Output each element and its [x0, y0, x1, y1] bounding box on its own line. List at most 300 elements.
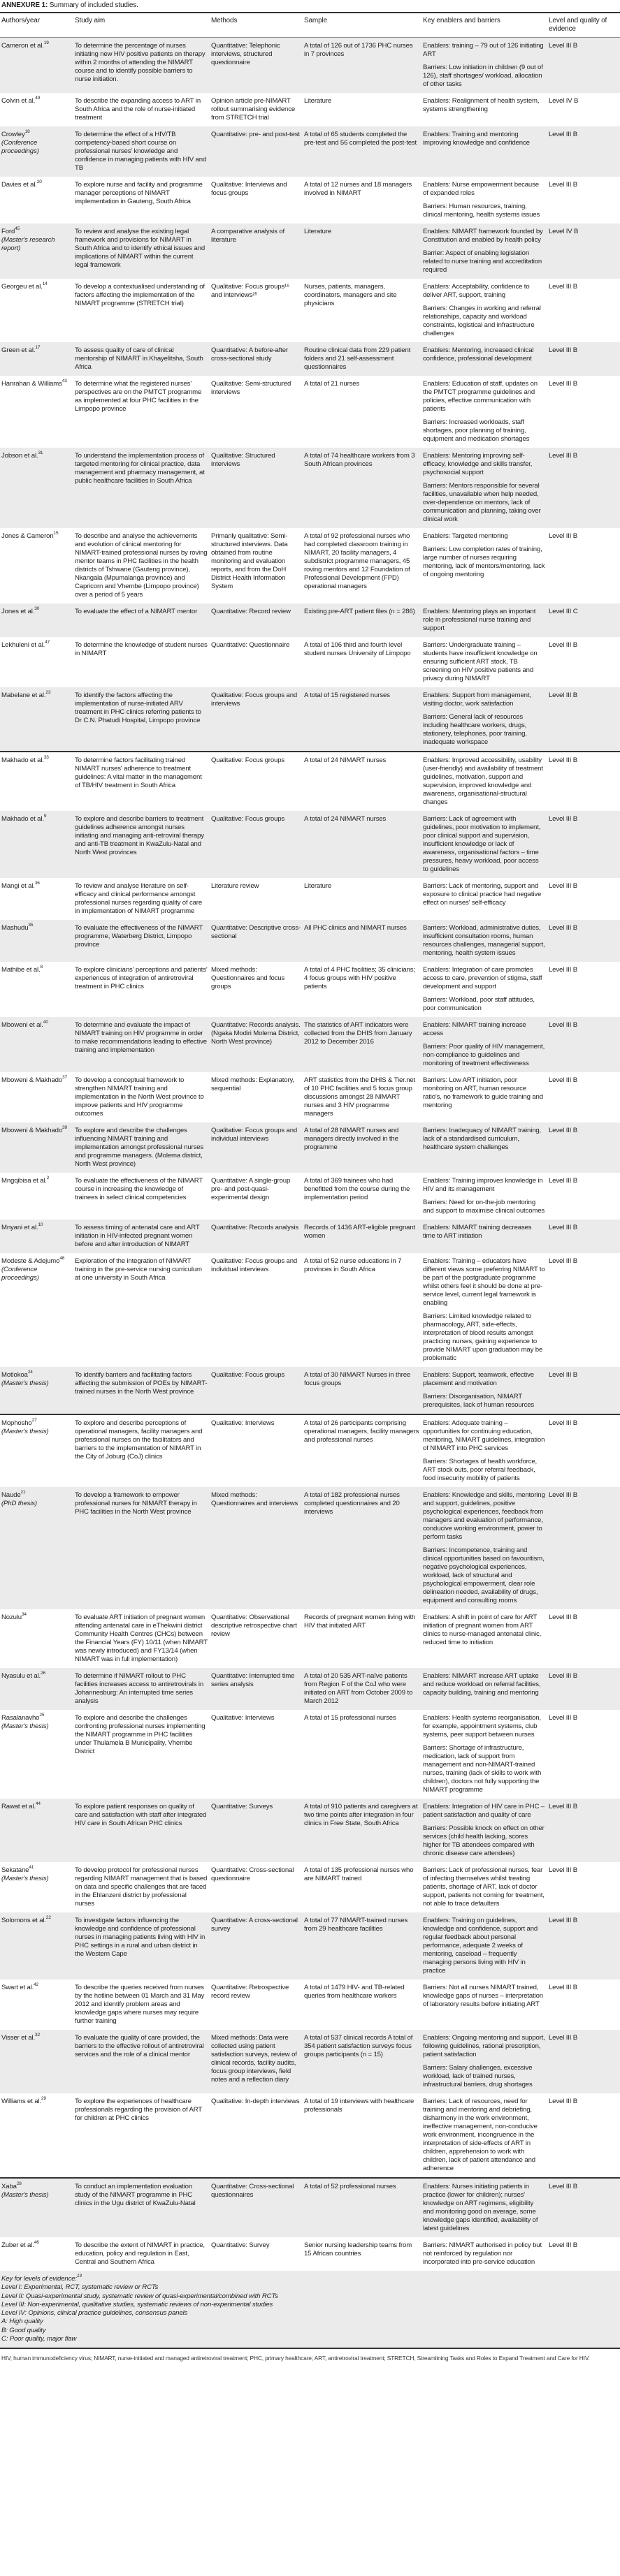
finding-paragraph: Barriers: Need for on-the-job mentoring and support to maximise clinical outcomes: [423, 1199, 545, 1215]
finding-paragraph: Barriers: Salary challenges, excessive workload, lack of trained nurses, infrastructural barriers, drug shortages: [423, 2064, 533, 2088]
sample-cell: A total of 537 clinical records A total of 354 patient satisfaction surveys focus groups participants (n = 15): [303, 2030, 421, 2093]
methods-cell: Quantitative: Interrupted time series analysis: [210, 1668, 303, 1710]
evidence-level-cell: Level III B: [549, 532, 578, 540]
header-row: [0, 13, 620, 38]
reference-number: 14: [42, 281, 48, 286]
reference-number: 2: [46, 1176, 50, 1180]
sample-cell: Literature: [304, 97, 332, 105]
study-aim-cell: To explore the experiences of healthcare professionals regarding the provision of ART for children at PHC clinics: [73, 2093, 210, 2178]
study-aim-cell: To determine factors facilitating trained NIMART nurses' adherence to treatment guidelines: A vital matter in the management of TB/HIV treatment in South Africa: [75, 756, 202, 789]
sample-cell: ART statistics from the DHIS & Tier.net of 10 PHC facilities and 5 focus group discussions amongst 28 NIMART nurses and 3 HIV programme managers: [304, 1076, 416, 1118]
evidence-level-cell: Level III B: [547, 342, 620, 376]
enablers-barriers-cell: [421, 1072, 547, 1122]
table-row: [0, 1173, 620, 1220]
table-row: [0, 1220, 620, 1253]
caption-text: Summary of included studies.: [49, 1, 138, 9]
author-cell: [0, 637, 73, 687]
author-name: Davies et al.: [1, 181, 37, 189]
study-aim-cell: Exploration of the integration of NIMART training in the pre-service nursing curriculum at one university in South Africa: [75, 1257, 202, 1282]
reference-number: 31: [38, 451, 43, 455]
reference-number: 49: [35, 96, 41, 101]
table-row: [0, 2237, 620, 2271]
enablers-barriers-cell: [421, 603, 547, 637]
publication-type-note: (Master's thesis): [1, 2191, 49, 2199]
sample-cell: A total of 24 NIMART nurses: [303, 811, 421, 878]
finding-paragraph: Barriers: Limited knowledge related to pharmacology, ART, side-effects, interpretation of blood results amongst practicing nurses, gaining experience to provide NIMART upon graduation may be problematic: [423, 1312, 543, 1362]
table-row: [0, 1072, 620, 1122]
reference-number: 37: [62, 1075, 67, 1080]
enablers-barriers-cell: [421, 93, 547, 126]
methods-cell: Quantitative: A cross-sectional survey: [210, 1912, 303, 1979]
enablers-barriers-cell: [421, 1220, 547, 1253]
evidence-level-cell: Level III B: [549, 966, 578, 974]
enablers-barriers-cell: [421, 1017, 547, 1072]
methods-cell: Quantitative: Observational descriptive retrospective chart review: [211, 1613, 297, 1638]
finding-paragraph: Enablers: Training and mentoring improving knowledge and confidence: [423, 131, 530, 147]
table-row: [0, 1253, 620, 1367]
author-cell: [0, 1668, 73, 1710]
finding-paragraph: Enablers: Knowledge and skills, mentoring and support, guidelines, positive psychological experiences, feedback from managers and evaluation of performance, conducive working environment, power to perform tasks: [423, 1491, 545, 1541]
author-name: Mophosho: [1, 1419, 32, 1427]
methods-cell: Quantitative: Record review: [210, 603, 303, 637]
finding-paragraph: Barriers: Shortage of infrastructure, medication, lack of support from management and non-NIMART-trained nurses, training (lack of skills to work with children), doctors not fully supporting the NIMART programme: [423, 1744, 542, 1794]
evidence-level-cell: Level III B: [549, 1177, 578, 1185]
methods-cell: Quantitative: Cross-sectional questionnaires: [210, 2178, 303, 2237]
finding-paragraph: Enablers: Health systems reorganisation, for example, appointment systems, club systems, peer support between nurses: [423, 1714, 541, 1739]
table-row: [0, 752, 620, 811]
sample-cell: A total of 52 nurse educations in 7 provinces in South Africa: [304, 1257, 402, 1273]
methods-cell: Mixed methods: Questionnaires and focus groups: [211, 966, 285, 990]
author-cell: [0, 1609, 73, 1668]
study-aim-cell: To assess timing of antenatal care and ART initiation in HIV-infected pregnant women before and after introduction of NIMART: [73, 1220, 210, 1253]
evidence-level-cell: Level III B: [547, 1017, 620, 1072]
author-cell: [0, 1367, 73, 1414]
methods-cell: Qualitative: In-depth interviews: [210, 2093, 303, 2178]
study-aim-cell: To describe the expanding access to ART in South Africa and the role of nurse-initiated treatment: [75, 97, 201, 122]
author-name: Swart et al.: [1, 1984, 34, 1991]
author-cell: [0, 1862, 73, 1912]
sample-cell: A total of 24 NIMART nurses: [304, 756, 387, 764]
table-row: [0, 93, 620, 126]
author-cell: [0, 1253, 73, 1367]
reference-number: 15: [53, 531, 59, 536]
finding-paragraph: Enablers: Education of staff, updates on the PMTCT programme guidelines and policies, effective communication with patients: [423, 380, 538, 413]
study-aim-cell: To describe the extent of NIMART in practice, education, policy and regulation in East, Central and Southern Africa: [75, 2241, 205, 2266]
studies-table: [0, 13, 620, 2349]
reference-number: 10: [38, 1222, 43, 1227]
author-cell: [0, 93, 73, 126]
author-cell: [0, 1173, 73, 1220]
finding-paragraph: Barriers: Shortages of health workforce, ART stock outs, poor referral feedback, food insecurity mobility of patients: [423, 1458, 538, 1482]
finding-paragraph: Enablers: Nurses initiating patients in practice (lower for children); nurses' knowledge on ART regimens, eligibility and monitoring good on average, some knowledge gaps identified, availability of latest guidelines: [423, 2183, 538, 2232]
author-name: Cameron et al.: [1, 42, 44, 50]
finding-paragraph: Barriers: Lack of resources, need for training and mentoring and debriefing, disharmony in the work environment, ineffective management, non-conducive work environment, incongruence in the interpretation of side-effects of ART in children, apprehension to work with children, lack of patient attendance and adherence: [423, 2098, 538, 2172]
table-row: [0, 603, 620, 637]
author-cell: [0, 811, 73, 878]
methods-cell: Quantitative: Records analysis. (Ngaka Modiri Molema District, North West province): [210, 1017, 303, 1072]
table-row: [0, 1668, 620, 1710]
enablers-barriers-cell: [421, 1367, 547, 1414]
enablers-barriers-cell: [421, 920, 547, 962]
methods-cell: Qualitative: Interviews: [211, 1419, 275, 1427]
methods-cell: Qualitative: Structured interviews: [210, 448, 303, 528]
enablers-barriers-cell: [421, 2237, 547, 2271]
author-cell: [0, 1979, 73, 2030]
author-cell: [0, 1799, 73, 1862]
methods-cell: Quantitative: Retrospective record review: [211, 1984, 289, 2000]
table-row: [0, 637, 620, 687]
finding-paragraph: Enablers: NIMART increase ART uptake and reduce workload on referral facilities, capacity building, training and mentoring: [423, 1672, 541, 1697]
methods-cell: Qualitative: Focus groups¹⁶ and interviews²⁵: [211, 283, 289, 299]
author-name: Ford: [1, 228, 15, 235]
table-row: [0, 1862, 620, 1912]
evidence-level-cell: Level III B: [547, 2178, 620, 2237]
study-aim-cell: To evaluate ART initiation of pregnant women attending antenatal care in eThekwini district Community Health Centres (CHCs) between the Financial Years (FY) 10/11 (when NIMART was newly introduced) and FY13/14 (when NIMART was in full implementation): [75, 1613, 208, 1663]
enablers-barriers-cell: [421, 1862, 547, 1912]
methods-cell: Qualitative: Interviews: [211, 1714, 275, 1722]
finding-paragraph: Enablers: Training on guidelines, knowledge and confidence, support and regular feedback about personal performance, adequate 2 weeks of mentoring, caseload – frequently managing persons living with HIV in practice: [423, 1917, 538, 1975]
evidence-level-cell: Level III B: [547, 1799, 620, 1862]
methods-cell: Primarily qualitative: Semi-structured interviews. Data obtained from routine monitoring and evaluation reports, and from the DoH District Health Information System: [211, 532, 288, 590]
author-cell: [0, 279, 73, 342]
finding-paragraph: Enablers: Training improves knowledge in HIV and its management: [423, 1177, 543, 1193]
caption-label: ANNEXURE 1:: [1, 1, 48, 9]
sample-cell: Routine clinical data from 229 patient folders and 21 self-assessment questionnaires: [303, 342, 421, 376]
table-row: [0, 2093, 620, 2178]
table-row: [0, 1414, 620, 1487]
study-aim-cell: To assess quality of care of clinical mentorship of NIMART in Khayelitsha, South Africa: [73, 342, 210, 376]
evidence-level-cell: Level III B: [549, 283, 578, 291]
finding-paragraph: Enablers: Mentoring plays an important role in professional nurse training and support: [423, 608, 536, 632]
table-row: [0, 1710, 620, 1799]
methods-cell: Opinion article pre-NIMART rollout summarising evidence from STRETCH trial: [211, 97, 296, 122]
sample-cell: A total of 12 nurses and 18 managers involved in NIMART: [304, 181, 412, 197]
table-row: [0, 962, 620, 1017]
study-aim-cell: To explore and describe the challenges influencing NIMART training and implementation amongst professional nurses and programme managers. (Molema district, North West province): [73, 1122, 210, 1173]
author-name: Sekatane: [1, 1866, 29, 1874]
header-methods: Methods: [210, 13, 303, 38]
study-aim-cell: To describe the queries received from nurses by the hotline between 01 March and 31 May 2012 and identify problem areas and knowledge gaps where nurses may require further training: [75, 1984, 205, 2025]
evidence-level-cell: Level III B: [547, 1487, 620, 1609]
author-name: Solomons et al.: [1, 1917, 46, 1924]
reference-number: 35: [28, 923, 34, 928]
evidence-key-line: Level I: Experimental, RCT, systematic review or RCTs: [1, 2283, 159, 2292]
finding-paragraph: Barriers: Disorganisation, NIMART prerequisites, lack of human resources: [423, 1393, 535, 1409]
study-aim-cell: To develop a contextualised understanding of factors affecting the implementation of the NIMART programme (STRETCH trial): [75, 283, 205, 307]
evidence-level-cell: Level III B: [549, 1984, 578, 1991]
author-cell: [0, 2030, 73, 2093]
evidence-key: [0, 2271, 620, 2348]
sample-cell: A total of 65 students completed the pre-test and 56 completed the post-test: [303, 126, 421, 177]
finding-paragraph: Barriers: Undergraduate training – students have insufficient knowledge on ensuring sufficient ART stock, TB screening on HIV positive patients and privacy during NIMART: [423, 641, 538, 682]
finding-paragraph: Barriers: Human resources, training, clinical mentoring, health systems issues: [423, 203, 540, 219]
finding-paragraph: Enablers: Adequate training – opportunities for continuing education, mentoring, NIMART guidelines, integration of NIMART into PHC services: [423, 1419, 545, 1452]
table-row: [0, 1367, 620, 1414]
sample-cell: All PHC clinics and NIMART nurses: [303, 920, 421, 962]
reference-number: 26: [41, 1671, 45, 1676]
study-aim-cell: To determine the effect of a HIV/TB competency-based short course on professional nurses' knowledge and confidence in managing patients with HIV and TB: [73, 126, 210, 177]
author-name: Mboweni & Makhado: [1, 1127, 63, 1134]
study-aim-cell: To determine the percentage of nurses initiating new HIV positive patients on therapy within 2 months of attending the NIMART course and to identify possible barriers to nurse initiation.: [73, 38, 210, 94]
enablers-barriers-cell: [421, 342, 547, 376]
finding-paragraph: Enablers: NIMART training increase access: [423, 1021, 526, 1037]
author-name: Green et al.: [1, 346, 36, 354]
sample-cell: A total of 106 third and fourth level student nurses University of Limpopo: [304, 641, 411, 657]
enablers-barriers-cell: [421, 528, 547, 603]
reference-number: 42: [34, 1982, 39, 1987]
finding-paragraph: Enablers: Mentoring, increased clinical confidence, professional development: [423, 346, 534, 363]
study-aim-cell: To review and analyse literature on self-efficacy and clinical performance amongst professional nurses regarding quality of care in implementation of NIMART programme: [75, 882, 203, 915]
reference-number: 47: [45, 640, 50, 645]
reference-number: 18: [24, 129, 30, 134]
table-row: [0, 1609, 620, 1668]
evidence-key-line: C: Poor quality, major flaw: [1, 2335, 77, 2343]
author-cell: [0, 224, 73, 279]
methods-cell: Qualitative: Focus groups and individual interviews: [210, 1122, 303, 1173]
table-row: [0, 38, 620, 94]
table-row: [0, 1799, 620, 1862]
sample-cell: A total of 369 trainees who had benefitted from the course during the implementation period: [304, 1177, 410, 1201]
author-cell: [0, 376, 73, 448]
evidence-level-cell: Level III B: [547, 687, 620, 752]
finding-paragraph: Barrier: Aspect of enabling legislation related to nurse training and accreditation required: [423, 249, 542, 274]
study-aim-cell: To explore and describe barriers to treatment guidelines adherence amongst nurses initiating and managing anti-retroviral therapy and anti-TB treatment in KwaZulu-Natal and North West provinces: [73, 811, 210, 878]
evidence-key-row: [0, 2271, 620, 2348]
author-name: Jones et al.: [1, 608, 35, 615]
publication-type-note: (Master's thesis): [1, 1380, 49, 1387]
header-sample: Sample: [303, 13, 421, 38]
author-name: Nyasulu et al.: [1, 1672, 41, 1680]
sample-cell: A total of 28 NIMART nurses and managers directly involved in the programme: [303, 1122, 421, 1173]
reference-number: 13: [76, 2274, 82, 2278]
finding-paragraph: Barriers: Inadequacy of NIMART training, lack of a standardised curriculum, healthcare system challenges: [423, 1127, 542, 1151]
author-name: Williams et al.: [1, 2098, 41, 2105]
finding-paragraph: Enablers: Nurse empowerment because of expanded roles: [423, 181, 539, 197]
reference-number: 21: [20, 1490, 26, 1495]
publication-type-note: (Master's thesis): [1, 1722, 49, 1730]
reference-number: 44: [35, 1801, 41, 1806]
author-cell: [0, 2178, 73, 2237]
finding-paragraph: Enablers: Targeted mentoring: [423, 532, 508, 540]
table-row: [0, 1122, 620, 1173]
reference-number: 45: [15, 226, 20, 231]
sample-cell: A total of 20 535 ART-naïve patients from Region F of the CoJ who were initiated on ART from October 2009 to March 2012: [303, 1668, 421, 1710]
evidence-key-line: Level II: Quasi-experimental study, systematic review of quasi-experimental/combined with RCTs: [1, 2292, 278, 2300]
author-cell: [0, 603, 73, 637]
enablers-barriers-cell: [421, 752, 547, 811]
finding-paragraph: Enablers: Integration of care promotes access to care, prevention of stigma, staff development and support: [423, 966, 542, 990]
finding-paragraph: Barriers: Lack of mentoring, support and exposure to clinical practice had negative effect on nurses' self-efficacy: [423, 882, 542, 907]
table-row: [0, 2178, 620, 2237]
study-aim-cell: To explore clinicians' perceptions and patients' experiences of integration of antiretroviral treatment in PHC clinics: [75, 966, 208, 990]
methods-cell: Quantitative: Descriptive cross-sectional: [210, 920, 303, 962]
study-aim-cell: To evaluate the effectiveness of the NIMART programme, Waterberg District, Limpopo province: [73, 920, 210, 962]
header-authors: Authors/year: [0, 13, 73, 38]
methods-cell: Literature review: [211, 882, 259, 890]
author-cell: [0, 342, 73, 376]
author-cell: [0, 177, 73, 224]
table-row: [0, 1017, 620, 1072]
finding-paragraph: Barriers: Possible knock on effect on other services (child health lacking, scores higher for TB attendees compared with chronic disease care attendees): [423, 1824, 545, 1857]
methods-cell: Qualitative: Interviews and focus groups: [211, 181, 287, 197]
table-row: [0, 342, 620, 376]
sample-cell: A total of 74 healthcare workers from 3 South African provinces: [303, 448, 421, 528]
evidence-level-cell: Level III B: [549, 1613, 578, 1621]
author-name: Lekhuleni et al.: [1, 641, 45, 649]
study-aim-cell: To develop a conceptual framework to strengthen NIMART training and implementation in the North West province to improve patients and HIV programme outcomes: [75, 1076, 204, 1118]
table-row: [0, 448, 620, 528]
table-row: [0, 376, 620, 448]
sample-cell: A total of 126 out of 1736 PHC nurses in 7 provinces: [303, 38, 421, 94]
enablers-barriers-cell: [421, 878, 547, 920]
reference-number: 23: [45, 690, 51, 695]
evidence-level-cell: Level III B: [549, 181, 578, 189]
evidence-level-cell: Level III B: [549, 380, 578, 388]
methods-cell: Quantitative: pre- and post-test: [210, 126, 303, 177]
sample-cell: Existing pre-ART patient files (n = 286): [303, 603, 421, 637]
reference-number: 20: [36, 180, 42, 184]
table-row: [0, 528, 620, 603]
study-aim-cell: To explore patient responses on quality of care and satisfaction with staff after integrated HIV care in South African PHC clinics: [73, 1799, 210, 1862]
reference-number: 39: [62, 1125, 67, 1130]
finding-paragraph: Enablers: A shift in point of care for ART initiation of pregnant women from ART clinics to nurse-managed antenatal clinic, reduced time to initiation: [423, 1613, 542, 1646]
author-name: Modeste & Adejumo: [1, 1257, 60, 1265]
methods-cell: Qualitative: Focus groups and interviews: [210, 687, 303, 752]
enablers-barriers-cell: [421, 637, 547, 687]
study-aim-cell: To develop a framework to empower professional nurses for NIMART therapy in PHC facilities in the North West province: [73, 1487, 210, 1609]
evidence-level-cell: Level III B: [549, 882, 578, 890]
author-cell: [0, 1414, 73, 1487]
author-name: Mboweni et al.: [1, 1021, 43, 1029]
publication-type-note: (Master's research report): [1, 236, 55, 252]
reference-number: 41: [29, 1865, 34, 1870]
enablers-barriers-cell: [421, 177, 547, 224]
enablers-barriers-cell: [421, 1122, 547, 1173]
sample-cell: A total of 26 participants comprising operational managers, facility managers and professional nurses: [304, 1419, 419, 1444]
sample-cell: Literature: [303, 224, 421, 279]
study-aim-cell: To evaluate the effect of a NIMART mentor: [73, 603, 210, 637]
sample-cell: A total of 52 professional nurses: [303, 2178, 421, 2237]
publication-type-note: (Master's thesis): [1, 1428, 49, 1435]
reference-number: 17: [35, 345, 41, 350]
reference-number: 8: [40, 965, 43, 969]
author-cell: [0, 878, 73, 920]
author-cell: [0, 1912, 73, 1979]
enablers-barriers-cell: [421, 1253, 547, 1367]
finding-paragraph: Enablers: Improved accessibility, usability (user-friendly) and availability of treatment guidelines, motivation, support and supervision, improved knowledge and awareness, organisational-structural changes: [423, 756, 543, 806]
author-cell: [0, 1122, 73, 1173]
finding-paragraph: Barriers: Low initiation in children (9 out of 126), staff shortages/ workload, allocation of other tasks: [423, 64, 543, 88]
sample-cell: Records of 1436 ART-eligible pregnant women: [303, 1220, 421, 1253]
author-name: Colvin et al.: [1, 97, 36, 105]
evidence-level-cell: Level III B: [549, 1419, 578, 1427]
evidence-level-cell: Level III B: [547, 2030, 620, 2093]
author-name: Crowley: [1, 131, 25, 138]
table-row: [0, 2030, 620, 2093]
enablers-barriers-cell: [421, 1710, 547, 1799]
reference-number: 28: [16, 2181, 22, 2186]
author-name: Mnyani et al.: [1, 1224, 38, 1231]
methods-cell: Mixed methods: Questionnaires and interviews: [210, 1487, 303, 1609]
header-enablers-barriers: Key enablers and barriers: [421, 13, 547, 38]
finding-paragraph: Enablers: Integration of HIV care in PHC – patient satisfaction and quality of care: [423, 1803, 545, 1819]
finding-paragraph: Enablers: Ongoing mentoring and support, following guidelines, rational prescription, patient satisfaction: [423, 2034, 545, 2058]
methods-cell: A comparative analysis of literature: [210, 224, 303, 279]
finding-paragraph: Barriers: General lack of resources including healthcare workers, drugs, stationery, telephones, poor training, inadequate workspace: [423, 713, 527, 746]
evidence-level-cell: Level IV B: [547, 224, 620, 279]
methods-cell: Qualitative: Focus groups: [210, 811, 303, 878]
author-cell: [0, 1487, 73, 1609]
author-cell: [0, 962, 73, 1017]
table-row: [0, 811, 620, 878]
author-name: Visser et al.: [1, 2034, 35, 2042]
enablers-barriers-cell: [421, 279, 547, 342]
author-name: Jones & Cameron: [1, 532, 54, 540]
methods-cell: Quantitative: Telephonic interviews, structured questionnaire: [210, 38, 303, 94]
table-row: [0, 279, 620, 342]
author-cell: [0, 448, 73, 528]
enablers-barriers-cell: [421, 2030, 547, 2093]
author-cell: [0, 2093, 73, 2178]
finding-paragraph: Barriers: Lack of agreement with guidelines, poor motivation to implement, poor clinical support and supervision, insufficient knowledge or lack of awareness, organisational factors – time pressures, heavy workload, poor access to guidelines: [423, 815, 541, 873]
header-aim: Study aim: [73, 13, 210, 38]
author-cell: [0, 38, 73, 94]
reference-number: 9: [43, 814, 47, 819]
evidence-level-cell: Level III B: [547, 1912, 620, 1979]
sample-cell: A total of 92 professional nurses who had completed classroom training in NIMART, 20 facility managers, 4 subdistrict programme managers, 45 roving mentors and 12 Foundation of Professional Development (FPD) operational managers: [304, 532, 410, 590]
enablers-barriers-cell: [421, 126, 547, 177]
reference-number: 40: [43, 1020, 48, 1025]
author-name: Jobson et al.: [1, 452, 38, 460]
evidence-level-cell: Level III B: [549, 1257, 578, 1265]
header-level: Level and quality of evidence: [547, 13, 620, 38]
author-name: Mngqibisa et al.: [1, 1177, 47, 1185]
evidence-level-cell: Level III B: [547, 1122, 620, 1173]
methods-cell: Qualitative: Focus groups and individual interviews: [211, 1257, 298, 1273]
author-name: Rawat et al.: [1, 1803, 36, 1810]
finding-paragraph: Barriers: Changes in working and referral relationships, capacity and workload constraints, logistical and infrastructure challenges: [423, 305, 541, 337]
study-aim-cell: To evaluate the quality of care provided, the barriers to the effective rollout of antiretroviral services and the role of a clinical mentor: [73, 2030, 210, 2093]
sample-cell: A total of 135 professional nurses who are NIMART trained: [304, 1866, 414, 1882]
reference-number: 34: [21, 1612, 27, 1617]
sample-cell: A total of 30 NIMART Nurses in three focus groups: [303, 1367, 421, 1414]
enablers-barriers-cell: [421, 376, 547, 448]
sample-cell: Literature: [304, 882, 332, 890]
table-row: [0, 126, 620, 177]
table-body: [0, 38, 620, 2349]
enablers-barriers-cell: [421, 38, 547, 94]
finding-paragraph: Enablers: Support, teamwork, effective placement and motivation: [423, 1371, 534, 1387]
evidence-key-title: Key for levels of evidence:: [1, 2275, 77, 2283]
enablers-barriers-cell: [421, 1979, 547, 2030]
enablers-barriers-cell: [421, 1912, 547, 1979]
evidence-level-cell: Level III B: [547, 1220, 620, 1253]
table-row: [0, 687, 620, 752]
study-aim-cell: To explore and describe the challenges confronting professional nurses implementing the NIMART programme in PHC facilities under Thulamela B Municipality, Vhembe District: [75, 1714, 206, 1755]
study-aim-cell: To identify barriers and facilitating factors affecting the submission of POEs by NIMART-trained nurses in the North West province: [73, 1367, 210, 1414]
author-name: Mashudu: [1, 924, 29, 932]
author-name: Makhado et al.: [1, 815, 44, 823]
table-row: [0, 878, 620, 920]
evidence-level-cell: Level III B: [549, 641, 578, 649]
table-row: [0, 1487, 620, 1609]
methods-cell: Qualitative: Focus groups: [210, 1367, 303, 1414]
enablers-barriers-cell: [421, 1487, 547, 1609]
enablers-barriers-cell: [421, 1173, 547, 1220]
author-name: Mabelane et al.: [1, 691, 46, 699]
reference-number: 30: [34, 606, 40, 611]
table-caption: [0, 0, 620, 13]
